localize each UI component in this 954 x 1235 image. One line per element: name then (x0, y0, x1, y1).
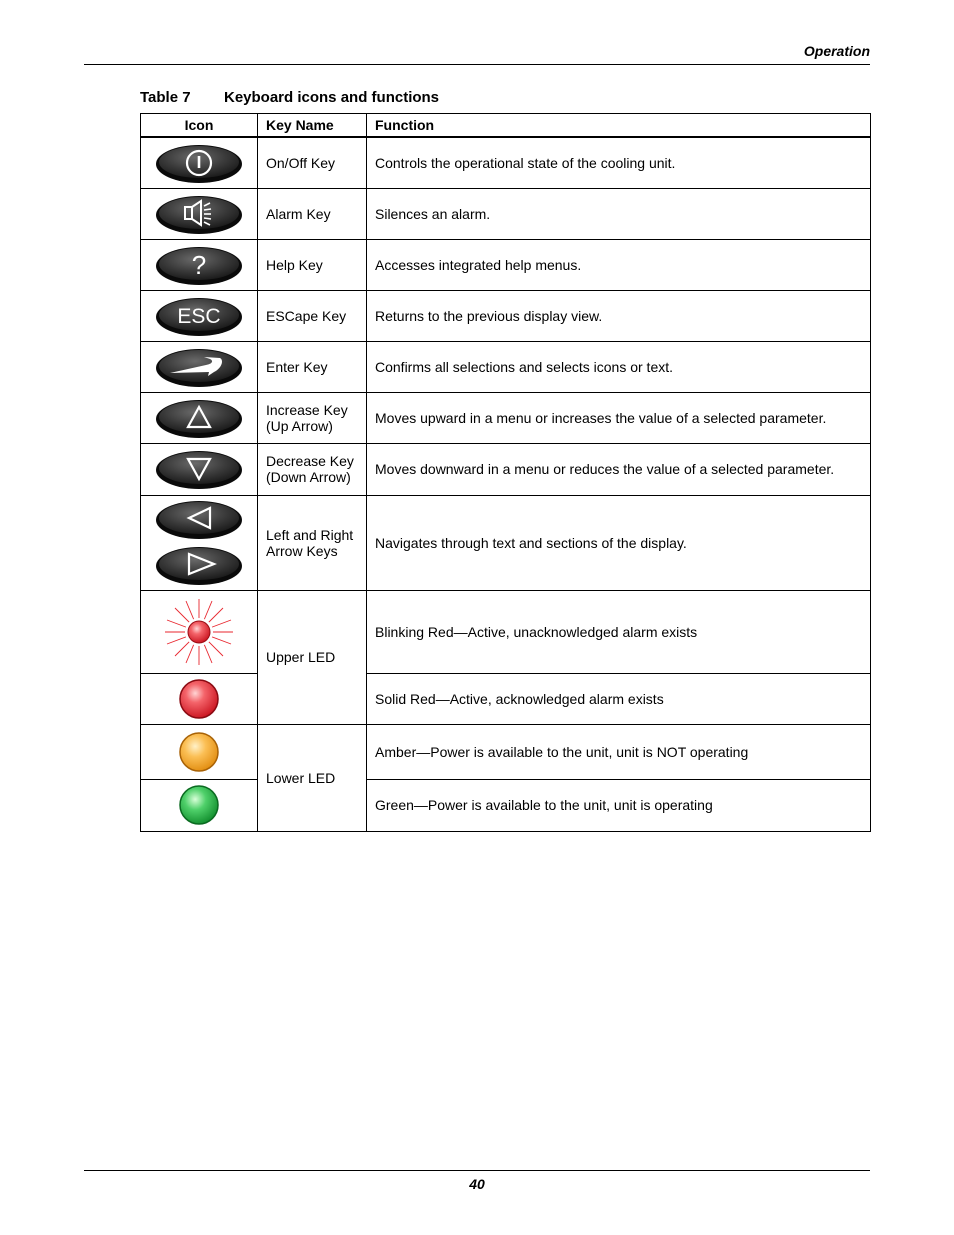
key-name-cell: On/Off Key (258, 137, 367, 188)
table-row (141, 392, 871, 443)
left-arrow-key-icon (156, 501, 242, 539)
help-key-label: ? (191, 249, 207, 280)
function-cell: Accesses integrated help menus. (367, 239, 871, 290)
table-header-row (141, 114, 871, 138)
down-arrow-key-icon (154, 448, 244, 490)
footer-rule (84, 1170, 870, 1171)
function-cell: Solid Red—Active, acknowledged alarm exists (367, 673, 871, 724)
key-name-line: Arrow Keys (266, 542, 338, 559)
running-header-section: Operation (803, 43, 870, 59)
key-name-cell: ESCape Key (258, 290, 367, 341)
left-right-arrow-keys-icon (154, 499, 244, 587)
table-row (141, 443, 871, 495)
column-header-function: Function (367, 114, 871, 138)
key-name-cell: Help Key (258, 239, 367, 290)
key-name-line: (Down Arrow) (266, 469, 351, 485)
key-name-cell (258, 495, 367, 590)
right-arrow-key-icon (156, 547, 242, 585)
table-caption (140, 89, 439, 106)
table-row (141, 495, 871, 590)
function-cell: Green—Power is available to the unit, unit is operating (367, 779, 871, 831)
key-name-line: Left and Right (266, 526, 354, 543)
key-name-line: Decrease Key (266, 453, 354, 469)
function-cell: Confirms all selections and selects icons or text. (367, 341, 871, 392)
key-name-cell: Alarm Key (258, 188, 367, 239)
key-name-line: (Up Arrow) (266, 417, 333, 434)
function-cell: Blinking Red—Active, unacknowledged alarm exists (367, 590, 871, 673)
function-cell: Navigates through text and sections of the display. (367, 495, 871, 590)
table-row (141, 188, 871, 239)
table-title: Keyboard icons and functions (224, 89, 440, 106)
solid-red-led-icon (177, 677, 221, 721)
function-cell: Amber—Power is available to the unit, unit is NOT operating (367, 724, 871, 779)
function-cell: Controls the operational state of the cooling unit. (367, 137, 871, 188)
table-row (141, 341, 871, 392)
green-led-icon (177, 783, 221, 827)
esc-key-label: ESC (177, 304, 221, 328)
table-row (141, 673, 871, 724)
key-name-cell (258, 392, 367, 443)
table-row (141, 724, 871, 779)
table-row (141, 239, 871, 290)
table-row (141, 137, 871, 188)
key-name-cell: Upper LED (258, 590, 367, 724)
blinking-red-led-icon (161, 597, 237, 667)
keyboard-icons-table (140, 113, 871, 832)
header-rule (84, 64, 870, 65)
key-name-cell: Lower LED (258, 724, 367, 831)
esc-key-icon (154, 295, 244, 337)
table-number: Table 7 (140, 89, 191, 106)
help-key-icon (154, 244, 244, 286)
column-header-icon: Icon (141, 114, 258, 138)
function-cell: Returns to the previous display view. (367, 290, 871, 341)
table-row (141, 290, 871, 341)
page-number: 40 (469, 1176, 485, 1192)
key-name-cell: Enter Key (258, 341, 367, 392)
power-key-icon (154, 142, 244, 184)
function-cell: Silences an alarm. (367, 188, 871, 239)
enter-arrow-key-icon (154, 346, 244, 388)
column-header-key-name: Key Name (258, 114, 367, 138)
table-row (141, 590, 871, 673)
function-cell: Moves upward in a menu or increases the value of a selected parameter. (367, 392, 871, 443)
alarm-speaker-key-icon (154, 193, 244, 235)
table-row (141, 779, 871, 831)
up-arrow-key-icon (154, 397, 244, 439)
key-name-line: Increase Key (266, 401, 348, 418)
function-cell: Moves downward in a menu or reduces the value of a selected parameter. (367, 443, 871, 495)
amber-led-icon (177, 730, 221, 774)
key-name-cell (258, 443, 367, 495)
